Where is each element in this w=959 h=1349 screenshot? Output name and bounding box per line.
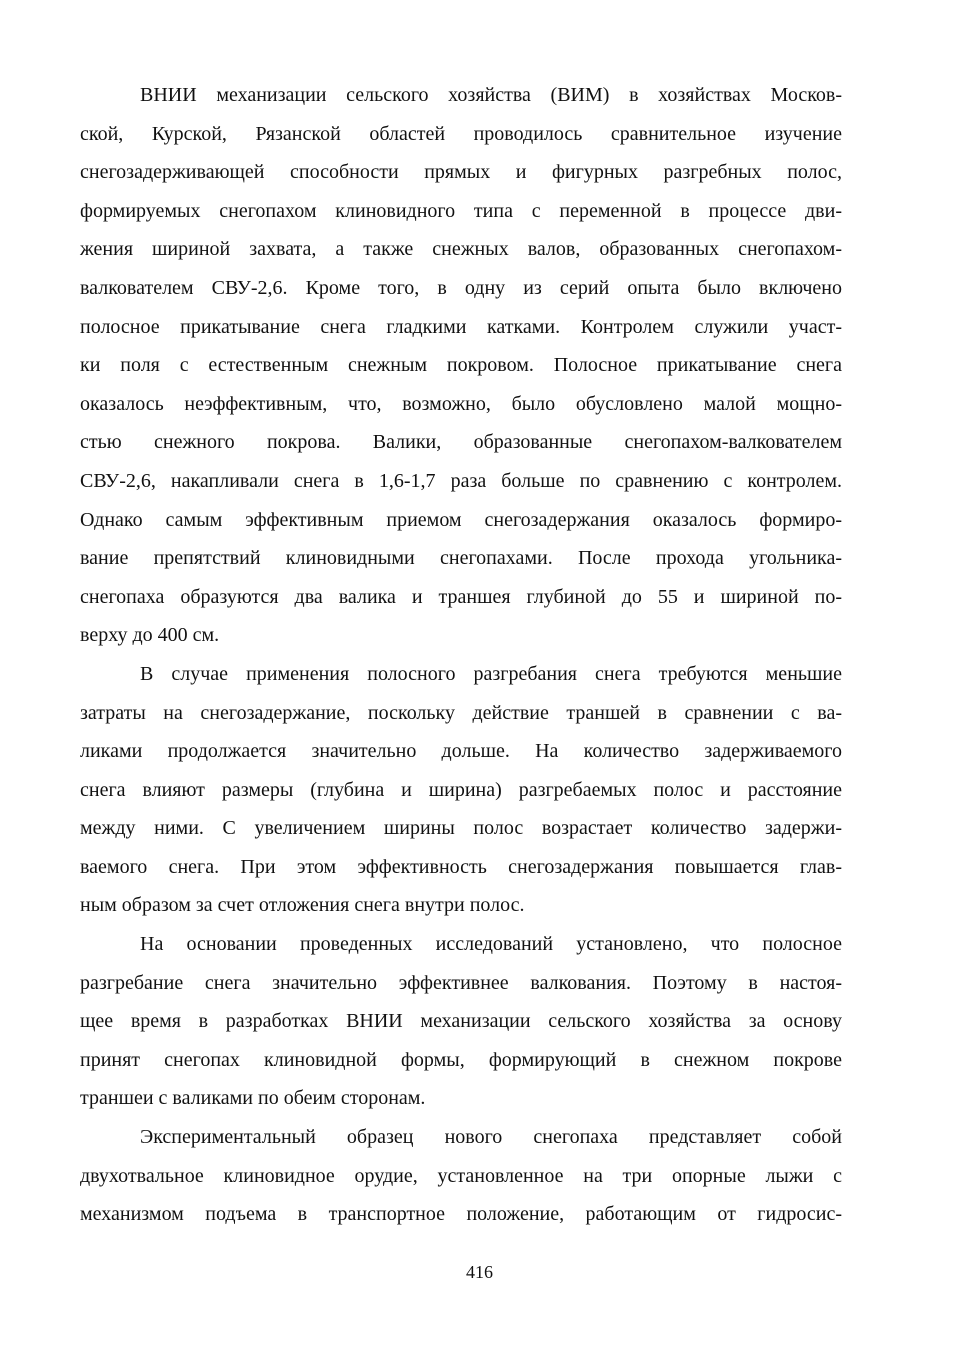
text-line: ки поля с естественным снежным покровом. Полосное прикатывание снега bbox=[80, 354, 842, 377]
text-line: ликами продолжается значительно дольше. На количество задерживаемого bbox=[80, 740, 842, 763]
text-line: ВНИИ механизации сельского хозяйства (ВИМ) в хозяйствах Москов- bbox=[140, 84, 842, 106]
text-line: снега влияют размеры (глубина и ширина) разгребаемых полос и расстояние bbox=[80, 778, 842, 801]
text-line: В случае применения полосного разгребания снега требуются меньшие bbox=[140, 662, 842, 685]
body-text bbox=[80, 76, 842, 1234]
text-line: полосное прикатывание снега гладкими катками. Контролем служили участ- bbox=[80, 315, 842, 338]
text-line: верху до 400 см. bbox=[80, 624, 220, 647]
text-line: механизмом подъема в транспортное положение, работающим от гидросис- bbox=[80, 1203, 842, 1226]
text-line: принят снегопах клиновидной формы, формирующий в снежном покрове bbox=[80, 1048, 842, 1071]
text-line: между ними. С увеличением ширины полос возрастает количество задержи- bbox=[80, 817, 842, 840]
text-line: стью снежного покрова. Валики, образованные снегопахом-валкователем bbox=[80, 431, 842, 454]
text-line: оказалось неэффективным, что, возможно, было обусловлено малой мощно- bbox=[80, 392, 842, 415]
text-line: двухотвальное клиновидное орудие, установленное на три опорные лыжи с bbox=[80, 1164, 842, 1187]
text-line: СВУ-2,6, накапливали снега в 1,6-1,7 раза больше по сравнению с контролем. bbox=[80, 469, 842, 492]
text-line: снегозадерживающей способности прямых и фигурных разгребных полос, bbox=[80, 161, 842, 184]
paragraph bbox=[80, 655, 842, 925]
paragraph bbox=[80, 76, 842, 655]
paragraph bbox=[80, 925, 842, 1118]
text-line: вание препятствий клиновидными снегопахами. После прохода угольника- bbox=[80, 547, 842, 570]
text-line: снегопаха образуются два валика и траншея глубиной до 55 и шириной по- bbox=[80, 585, 842, 608]
text-line: разгребание снега значительно эффективнее валкования. Поэтому в настоя- bbox=[80, 971, 842, 994]
text-line: жения шириной захвата, а также снежных валов, образованных снегопахом- bbox=[80, 238, 842, 261]
text-line: На основании проведенных исследований установлено, что полосное bbox=[140, 933, 842, 956]
text-line: Однако самым эффективным приемом снегозадержания оказалось формиро- bbox=[80, 508, 842, 531]
text-line: ваемого снега. При этом эффективность снегозадержания повышается глав- bbox=[80, 855, 842, 878]
text-line: ской, Курской, Рязанской областей проводилось сравнительное изучение bbox=[80, 122, 842, 145]
paragraph bbox=[80, 1118, 842, 1234]
text-line: траншеи с валиками по обеим сторонам. bbox=[80, 1087, 426, 1110]
text-line: ным образом за счет отложения снега внутри полос. bbox=[80, 894, 525, 917]
text-line: щее время в разработках ВНИИ механизации сельского хозяйства за основу bbox=[80, 1010, 842, 1033]
text-line: формируемых снегопахом клиновидного типа с переменной в процессе дви- bbox=[80, 199, 842, 222]
page-number: 416 bbox=[466, 1262, 493, 1282]
text-line: затраты на снегозадержание, поскольку действие траншей в сравнении с ва- bbox=[80, 701, 842, 724]
text-line: Экспериментальный образец нового снегопаха представляет собой bbox=[140, 1126, 842, 1149]
text-line: валкователем СВУ-2,6. Кроме того, в одну из серий опыта было включено bbox=[80, 276, 842, 299]
